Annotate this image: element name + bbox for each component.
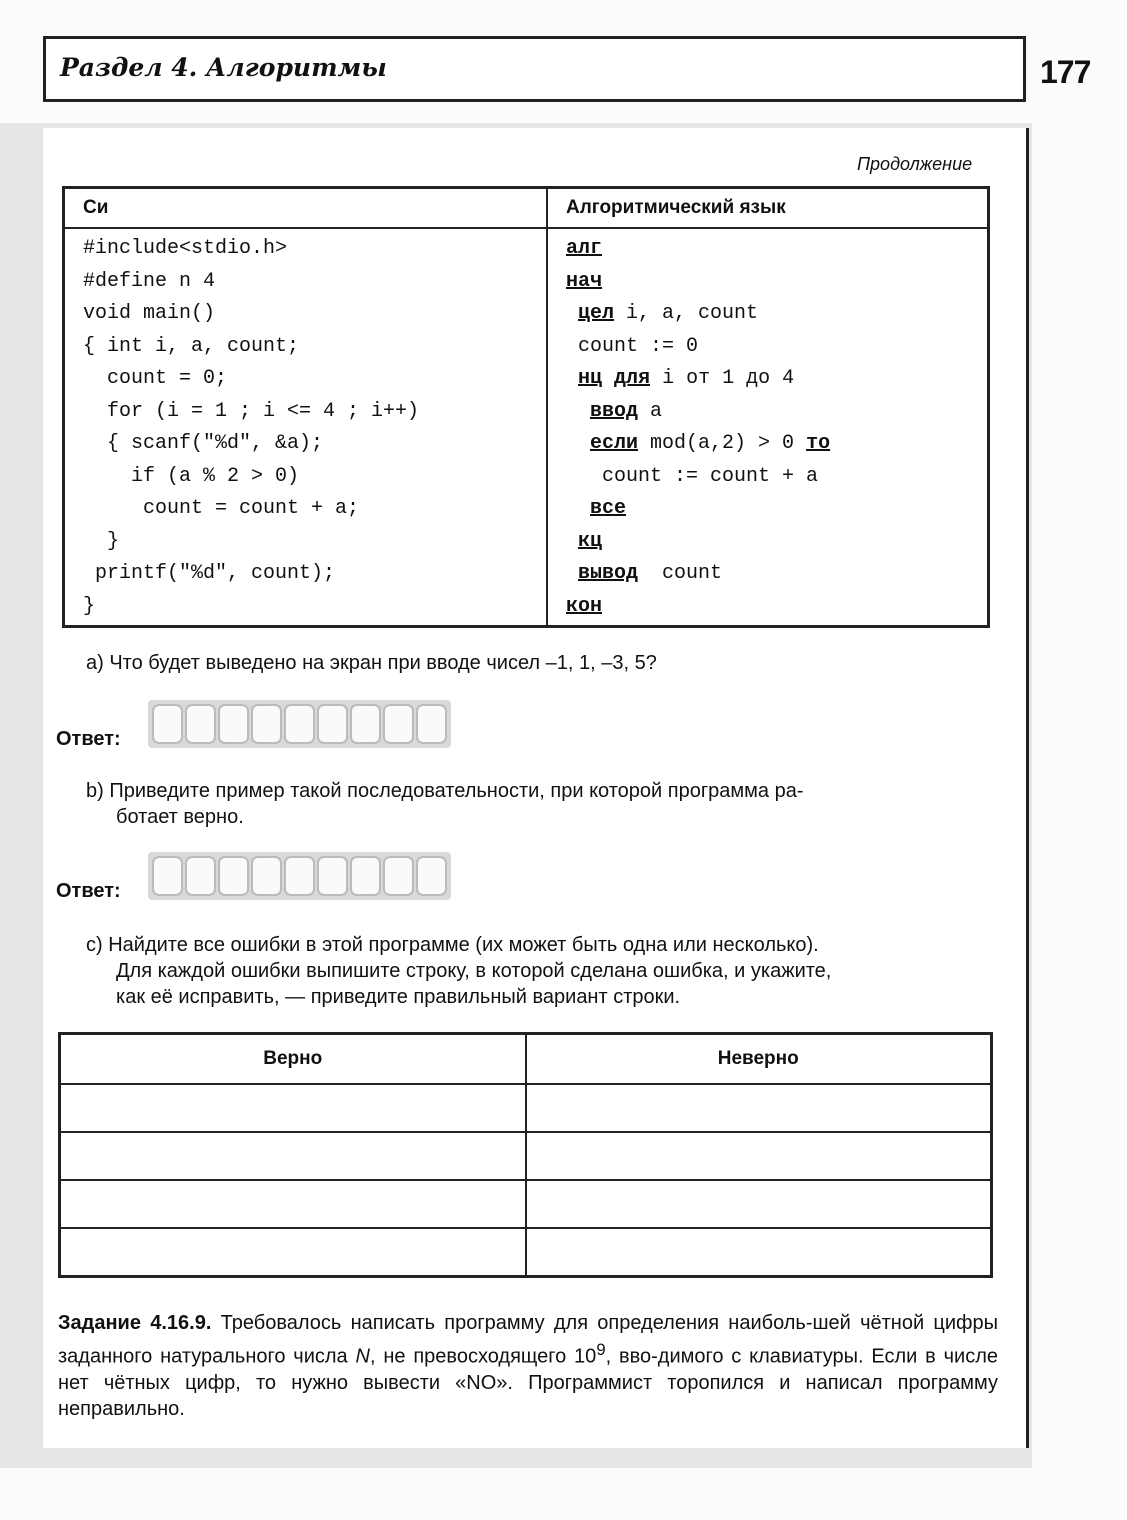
alg-keyword: если [590, 432, 639, 455]
alg-code-line: нц для i от 1 до 4 [578, 367, 795, 390]
c-code-line: } [83, 529, 120, 553]
alg-code-line: count := count + a [566, 464, 819, 488]
fix-cell[interactable] [526, 1228, 992, 1277]
question-c-line1: c) Найдите все ошибки в этой программе (их может быть одна или несколько). [86, 934, 819, 956]
c-code-line: printf("%d", count); [83, 562, 336, 585]
alg-keyword: кц [578, 529, 603, 553]
fix-cell[interactable] [60, 1084, 526, 1132]
answer-a-cells[interactable] [148, 700, 451, 748]
question-b-line1: b) Приведите пример такой последовательности, при которой программа ра- [86, 780, 804, 802]
alg-code-line: цел i, a, count [578, 302, 759, 325]
alg-keyword: цел [578, 302, 615, 325]
fix-cell[interactable] [526, 1084, 992, 1132]
alg-code-line: count := 0 [566, 334, 699, 358]
alg-keyword: алг [566, 237, 603, 260]
task-paragraph [58, 1310, 998, 1423]
fix-table [58, 1032, 993, 1278]
alg-keyword: нц [578, 367, 603, 390]
task-text-1: Требовалось написать программу для определения наиболь-шей чётной цифры заданного натурального числа [58, 1312, 998, 1368]
c-code-cell [64, 228, 548, 627]
task-text-2: , не превосходящего 10 [369, 1345, 597, 1368]
task-text-3: , вво-димого с клавиатуры. Если в числе нет чётных цифр, то нужно вывести «NO». Программист торопился и написал программу неправильно. [58, 1345, 999, 1421]
question-c-line2: Для каждой ошибки выпишите строку, в которой сделана ошибка, и укажите, [116, 960, 832, 982]
c-code-line: count = count + a; [83, 497, 360, 520]
alg-code-cell [547, 228, 989, 627]
page-number: 177 [1040, 54, 1091, 90]
answer-b-cells[interactable] [148, 852, 451, 900]
c-code-line: if (a % 2 > 0) [83, 464, 300, 488]
alg-code-line [566, 526, 987, 559]
continuation-label: Продолжение [857, 154, 973, 174]
question-b-line2: ботает верно. [116, 806, 244, 828]
task-exponent: 9 [596, 1339, 606, 1359]
alg-keyword: все [590, 497, 627, 520]
alg-column-header: Алгоритмический язык [547, 188, 989, 229]
question-a: а) Что будет выведено на экран при вводе чисел –1, 1, –3, 5? [86, 652, 657, 674]
alg-keyword: для [614, 367, 651, 390]
alg-keyword: то [806, 432, 831, 455]
c-column-header: Си [64, 188, 548, 229]
alg-code-line [566, 233, 987, 266]
c-code-line: #define n 4 [83, 269, 216, 293]
c-code-line: { int i, a, count; [83, 334, 300, 358]
fix-cell[interactable] [60, 1228, 526, 1277]
alg-keyword: ввод [590, 399, 639, 423]
fix-cell[interactable] [526, 1180, 992, 1228]
c-code-line: for (i = 1 ; i <= 4 ; i++) [83, 399, 420, 423]
section-title: Раздел 4. Алгоритмы [60, 53, 387, 82]
alg-code-line: ввод a [590, 399, 663, 423]
alg-keyword: нач [566, 269, 603, 293]
correct-column-header: Верно [60, 1034, 526, 1085]
section-header [43, 36, 1026, 102]
c-code-line: count = 0; [83, 367, 228, 390]
c-code-line: { scanf("%d", &a); [83, 432, 324, 455]
task-label: Задание 4.16.9. [58, 1312, 212, 1334]
wrong-column-header: Неверно [526, 1034, 992, 1085]
alg-code-line [566, 266, 987, 299]
alg-code-line [566, 591, 987, 624]
code-table [62, 186, 990, 628]
answer-b-label: Ответ: [56, 880, 121, 902]
c-code-line: void main() [83, 302, 216, 325]
alg-keyword: кон [566, 594, 603, 618]
alg-code-line [566, 493, 987, 526]
fix-cell[interactable] [60, 1132, 526, 1180]
alg-keyword: вывод [578, 562, 639, 585]
task-variable: N [355, 1345, 370, 1368]
c-code-line: #include<stdio.h> [83, 237, 288, 260]
alg-code-line: вывод count [578, 562, 723, 585]
fix-cell[interactable] [60, 1180, 526, 1228]
alg-code-line: если mod(a,2) > 0 то [590, 432, 831, 455]
alg-code [566, 233, 987, 623]
c-code-line: } [83, 594, 96, 618]
c-code [83, 233, 546, 623]
question-c-line3: как её исправить, — приведите правильный вариант строки. [116, 986, 681, 1008]
fix-cell[interactable] [526, 1132, 992, 1180]
answer-a-label: Ответ: [56, 728, 121, 750]
